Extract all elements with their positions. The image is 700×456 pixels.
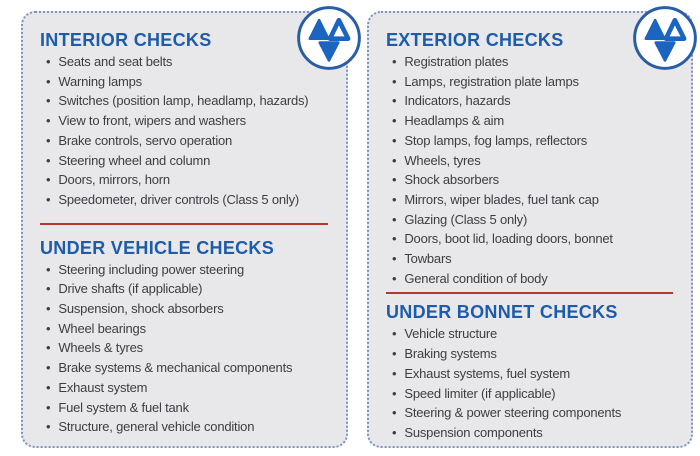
checklist-item bbox=[46, 190, 330, 210]
checklist-item bbox=[392, 72, 675, 92]
checklist-item-text: Stop lamps, fog lamps, reflectors bbox=[404, 132, 588, 148]
bullet-icon: • bbox=[46, 399, 51, 415]
bullet-icon: • bbox=[46, 93, 51, 109]
heading-interior-checks: INTERIOR CHECKS bbox=[40, 30, 212, 50]
checklist-item-text: Steering wheel and column bbox=[58, 152, 211, 168]
checklist-item-text: Steering & power steering components bbox=[404, 405, 622, 421]
checklist-item-text: Wheels, tyres bbox=[404, 152, 481, 168]
checklist-item bbox=[392, 151, 675, 171]
checklist-item bbox=[46, 338, 330, 358]
checklist-item-text: View to front, wipers and washers bbox=[58, 113, 246, 129]
checklist-item bbox=[46, 72, 330, 92]
checklist-item-text: Towbars bbox=[404, 251, 452, 267]
bullet-icon: • bbox=[46, 419, 51, 435]
checklist-item bbox=[392, 423, 675, 443]
checklist-item bbox=[392, 344, 675, 364]
red-divider bbox=[386, 292, 673, 294]
bullet-icon: • bbox=[392, 270, 397, 286]
checklist-item-text: Shock absorbers bbox=[404, 172, 499, 188]
bullet-icon: • bbox=[46, 172, 51, 188]
heading-under-vehicle-checks: UNDER VEHICLE CHECKS bbox=[40, 237, 275, 258]
checklist-item bbox=[392, 269, 675, 289]
checklist-item bbox=[392, 364, 675, 384]
mot-logo-icon bbox=[632, 5, 698, 71]
checklist-item bbox=[392, 170, 675, 190]
bullet-icon: • bbox=[46, 301, 51, 317]
checklist-item-text: Switches (position lamp, headlamp, hazards) bbox=[58, 93, 309, 109]
checklist-item bbox=[46, 52, 330, 72]
checklist-item bbox=[46, 151, 330, 171]
checklist-item-text: Suspension components bbox=[404, 424, 543, 440]
checklist-item-text: Registration plates bbox=[404, 54, 509, 69]
mot-logo-icon bbox=[296, 5, 362, 71]
under-bonnet-checks-list bbox=[386, 324, 675, 442]
bullet-icon: • bbox=[46, 320, 51, 336]
checklist-item-text: Warning lamps bbox=[58, 73, 142, 89]
checklist-item-text: Mirrors, wiper blades, fuel tank cap bbox=[404, 191, 599, 207]
bullet-icon: • bbox=[392, 251, 397, 267]
bullet-icon: • bbox=[46, 132, 51, 148]
checklist-item bbox=[392, 229, 675, 249]
red-divider bbox=[40, 223, 328, 225]
heading-under-bonnet-checks: UNDER BONNET CHECKS bbox=[386, 302, 618, 323]
checklist-item-text: Brake systems & mechanical components bbox=[58, 360, 293, 376]
checklist-item bbox=[392, 190, 675, 210]
bullet-icon: • bbox=[392, 385, 397, 401]
checklist-item bbox=[46, 358, 330, 378]
checklist-item bbox=[46, 131, 330, 151]
checklist-item-text: Exhaust systems, fuel system bbox=[404, 365, 570, 381]
bullet-icon: • bbox=[392, 191, 397, 207]
checklist-item bbox=[46, 279, 330, 299]
checklist-item-text: Wheel bearings bbox=[58, 320, 146, 336]
interior-checks-list bbox=[40, 52, 330, 210]
checklist-item-text: Brake controls, servo operation bbox=[58, 132, 233, 148]
bullet-icon: • bbox=[46, 73, 51, 89]
bullet-icon: • bbox=[392, 326, 397, 342]
checklist-item bbox=[392, 249, 675, 269]
checklist-item bbox=[392, 403, 675, 423]
bullet-icon: • bbox=[46, 191, 51, 207]
checklist-item bbox=[46, 170, 330, 190]
checklist-item bbox=[46, 417, 330, 437]
bullet-icon: • bbox=[392, 365, 397, 381]
checklist-item bbox=[392, 111, 675, 131]
checklist-item-text: Indicators, hazards bbox=[404, 93, 511, 109]
checklist-item bbox=[392, 384, 675, 404]
bullet-icon: • bbox=[46, 360, 51, 376]
bullet-icon: • bbox=[392, 211, 397, 227]
checklist-item-text: Drive shafts (if applicable) bbox=[58, 281, 203, 297]
checklist-item bbox=[46, 319, 330, 339]
bullet-icon: • bbox=[392, 152, 397, 168]
checklist-item bbox=[46, 378, 330, 398]
checklist-item-text: Speedometer, driver controls (Class 5 only) bbox=[58, 191, 300, 207]
checklist-item-text: Steering including power steering bbox=[58, 261, 244, 277]
checklist-item-text: Glazing (Class 5 only) bbox=[404, 211, 528, 227]
bullet-icon: • bbox=[392, 405, 397, 421]
bullet-icon: • bbox=[392, 113, 397, 129]
checklist-item bbox=[392, 210, 675, 230]
checklist-item-text: Wheels & tyres bbox=[58, 340, 143, 356]
bullet-icon: • bbox=[46, 379, 51, 395]
exterior-checks-list bbox=[386, 52, 675, 288]
bullet-icon: • bbox=[392, 172, 397, 188]
checklist-item-text: Exhaust system bbox=[58, 379, 148, 395]
checklist-item bbox=[392, 91, 675, 111]
bullet-icon: • bbox=[392, 93, 397, 109]
checklist-item-text: Speed limiter (if applicable) bbox=[404, 385, 556, 401]
bullet-icon: • bbox=[46, 261, 51, 277]
checklist-item-text: Headlamps & aim bbox=[404, 113, 504, 129]
checklist-item bbox=[392, 324, 675, 344]
bullet-icon: • bbox=[46, 113, 51, 129]
checklist-item bbox=[46, 260, 330, 280]
bullet-icon: • bbox=[46, 281, 51, 297]
checklist-item-text: Fuel system & fuel tank bbox=[58, 399, 189, 415]
heading-exterior-checks: EXTERIOR CHECKS bbox=[386, 30, 564, 50]
bullet-icon: • bbox=[392, 424, 397, 440]
checklist-item-text: Braking systems bbox=[404, 346, 497, 362]
panel-interior-under-vehicle bbox=[21, 11, 348, 448]
bullet-icon: • bbox=[392, 231, 397, 247]
checklist-item-text: Vehicle structure bbox=[404, 326, 498, 342]
checklist-item-text: Doors, boot lid, loading doors, bonnet bbox=[404, 231, 613, 247]
under-vehicle-checks-list bbox=[40, 260, 330, 437]
checklist-item bbox=[46, 111, 330, 131]
bullet-icon: • bbox=[46, 340, 51, 356]
checklist-item-text: Lamps, registration plate lamps bbox=[404, 73, 579, 89]
checklist-item-text: Doors, mirrors, horn bbox=[58, 172, 170, 188]
checklist-item bbox=[46, 299, 330, 319]
checklist-item bbox=[46, 91, 330, 111]
bullet-icon: • bbox=[392, 132, 397, 148]
checklist-item bbox=[392, 131, 675, 151]
bullet-icon: • bbox=[392, 73, 397, 89]
checklist-item-text: Suspension, shock absorbers bbox=[58, 301, 224, 317]
bullet-icon: • bbox=[46, 152, 51, 168]
checklist-item-text: General condition of body bbox=[404, 270, 548, 286]
bullet-icon: • bbox=[392, 346, 397, 362]
checklist-item-text: Structure, general vehicle condition bbox=[58, 419, 255, 435]
bullet-icon: • bbox=[392, 54, 397, 69]
panel-exterior-under-bonnet bbox=[367, 11, 693, 448]
bullet-icon: • bbox=[46, 54, 51, 69]
checklist-item-text: Seats and seat belts bbox=[58, 54, 173, 69]
checklist-item bbox=[46, 398, 330, 418]
